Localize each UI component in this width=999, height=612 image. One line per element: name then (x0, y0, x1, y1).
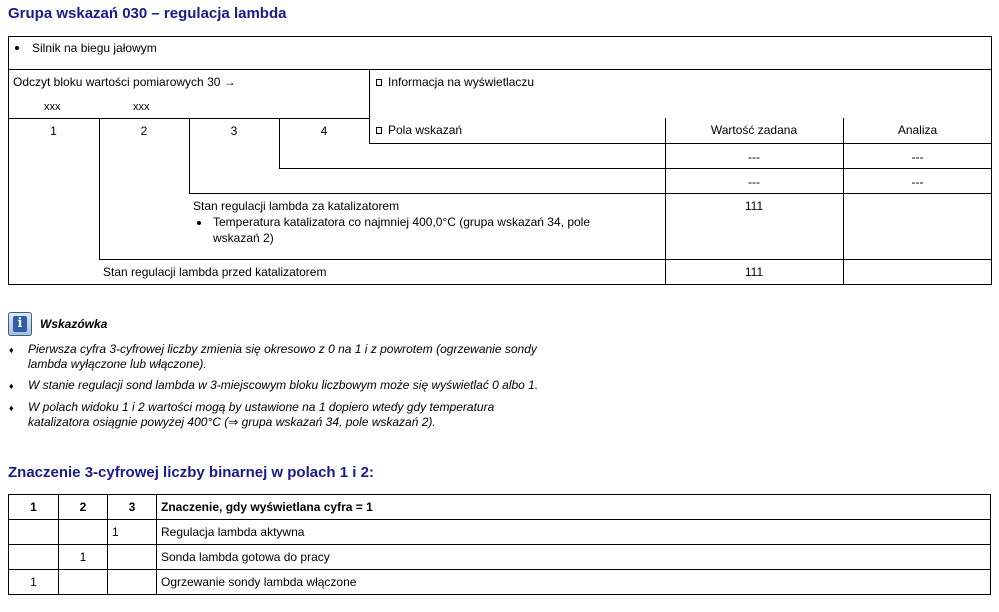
table-cell: Sonda lambda gotowa do pracy (157, 545, 991, 570)
table-cell: 1 (9, 570, 59, 595)
after-cat-setpoint: 111 (744, 199, 764, 213)
field-placeholder-2: xxx (133, 101, 150, 113)
header-cell: 1 (9, 495, 59, 520)
table-row (9, 545, 991, 570)
note-item-1-line2: lambda wyłączone lub włączone). (28, 357, 207, 371)
header-cell: Znaczenie, gdy wyświetlana cyfra = 1 (157, 495, 991, 520)
table-cell: Ogrzewanie sondy lambda włączone (157, 570, 991, 595)
field-number-4: 4 (320, 124, 328, 138)
table-cell (108, 545, 157, 570)
after-cat-label: Stan regulacji lambda za katalizatorem (193, 199, 400, 213)
setpoint-value: --- (748, 175, 760, 189)
note-item-3-line2: katalizatora osiągnie powyżej 400°C (⇒ grupa wskazań 34, pole wskazań 2). (28, 415, 436, 429)
checkbox-icon (376, 79, 382, 86)
table-row (9, 520, 991, 545)
condition-text: Silnik na biegu jałowym (32, 41, 157, 55)
analysis-header: Analiza (897, 123, 938, 137)
header-cell: 3 (108, 495, 157, 520)
table-cell (59, 570, 108, 595)
binary-heading: Znaczenie 3-cyfrowej liczby binarnej w polach 1 i 2: (8, 464, 374, 481)
before-cat-setpoint: 111 (744, 265, 764, 279)
read-block-label: Odczyt bloku wartości pomiarowych 30 → (13, 75, 236, 89)
display-fields-label: Pola wskazań (388, 123, 463, 137)
setpoint-value: --- (748, 150, 760, 164)
header-cell: 2 (59, 495, 108, 520)
table-header-row (9, 495, 991, 520)
checkbox-icon (376, 127, 382, 134)
diamond-bullet-icon: ♦ (9, 381, 14, 391)
table-cell (9, 545, 59, 570)
field-number-3: 3 (230, 124, 238, 138)
analysis-value: --- (911, 175, 924, 189)
note-item-1-line1: Pierwsza cyfra 3-cyfrowej liczby zmienia się okresowo z 0 na 1 i z powrotem (ogrzewanie sondy (28, 342, 537, 356)
table-cell: 1 (108, 520, 157, 545)
setpoint-header: Wartość zadana (710, 123, 798, 137)
display-info-label: Informacja na wyświetlaczu (388, 75, 535, 89)
analysis-value: --- (911, 150, 924, 164)
field-placeholder-1: xxx (44, 101, 61, 113)
table-cell (9, 520, 59, 545)
page-title: Grupa wskazań 030 – regulacja lambda (8, 5, 287, 22)
table-cell: Regulacja lambda aktywna (157, 520, 991, 545)
info-icon: i (8, 312, 32, 336)
after-cat-bullet-line1: Temperatura katalizatora co najmniej 400,0°C (grupa wskazań 34, pole (213, 215, 591, 229)
table-cell (59, 520, 108, 545)
bullet-icon (197, 221, 201, 225)
note-item-2: W stanie regulacji sond lambda w 3-miejscowym bloku liczbowym może się wyświetlać 0 albo 1. (28, 378, 539, 392)
table-cell (108, 570, 157, 595)
field-number-1: 1 (50, 124, 57, 138)
note-item-3-line1: W polach widoku 1 i 2 wartości mogą by ustawione na 1 dopiero wtedy gdy temperatura (28, 400, 495, 414)
before-cat-label: Stan regulacji lambda przed katalizatorem (103, 265, 327, 279)
table-row (9, 570, 991, 595)
binary-table (8, 494, 991, 595)
diamond-bullet-icon: ♦ (9, 403, 14, 413)
bullet-icon (15, 46, 19, 50)
table-cell: 1 (59, 545, 108, 570)
after-cat-bullet-line2: wskazań 2) (213, 231, 274, 245)
note-title: Wskazówka (40, 317, 108, 331)
diamond-bullet-icon: ♦ (9, 345, 14, 355)
field-number-2: 2 (140, 124, 148, 138)
